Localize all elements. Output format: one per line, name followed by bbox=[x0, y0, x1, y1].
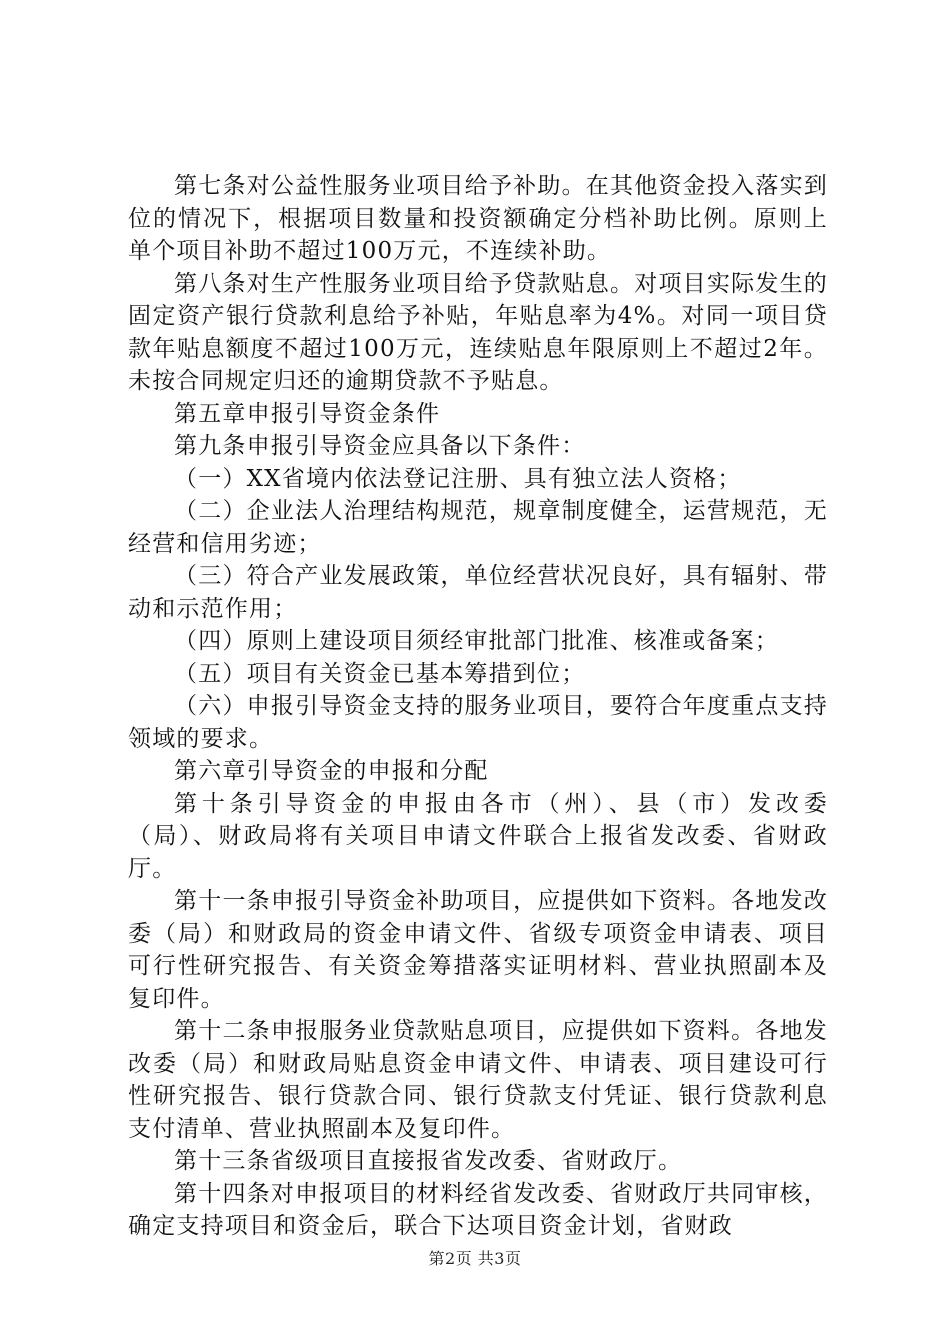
list-item-4: （四）原则上建设项目须经审批部门批准、核准或备案； bbox=[174, 628, 779, 654]
chapter-6-heading: 第六章引导资金的申报和分配 bbox=[174, 758, 489, 784]
list-item-5: （五）项目有关资金已基本筹措到位； bbox=[174, 660, 586, 687]
paragraph-article-14: 第十四条对申报项目的材料经省发改委、省财政厅共同审核，确定支持项目和资金后，联合下达项目资金计划，省财政 bbox=[128, 1180, 828, 1239]
list-item-2: （二）企业法人治理结构规范，规章制度健全，运营规范，无经营和信用劣迹； bbox=[128, 498, 828, 557]
paragraph-article-12: 第十二条申报服务业贷款贴息项目，应提供如下资料。各地发改委（局）和财政局贴息资金申请文件、申请表、项目建设可行性研究报告、银行贷款合同、银行贷款支付凭证、银行贷款利息支付清单、营业执照副本及复印件。 bbox=[128, 1018, 828, 1142]
paragraph-article-7: 第七条对公益性服务业项目给予补助。在其他资金投入落实到位的情况下，根据项目数量和投资额确定分档补助比例。原则上单个项目补助不超过100万元，不连续补助。 bbox=[128, 173, 828, 264]
list-item-3: （三）符合产业发展政策，单位经营状况良好，具有辐射、带动和示范作用； bbox=[128, 563, 828, 622]
paragraph-article-13: 第十三条省级项目直接报省发改委、省财政厅。 bbox=[174, 1148, 683, 1174]
paragraph-article-10: 第十条引导资金的申报由各市（州）、县（市）发改委（局）、财政局将有关项目申请文件联合上报省发改委、省财政厅。 bbox=[128, 790, 828, 882]
list-item-1: （一）XX省境内依法登记注册、具有独立法人资格； bbox=[174, 465, 742, 492]
document-body bbox=[128, 170, 828, 1243]
paragraph-article-8: 第八条对生产性服务业项目给予贷款贴息。对项目实际发生的固定资产银行贷款利息给予补贴，年贴息率为4%。对同一项目贷款年贴息额度不超过100万元，连续贴息年限原则上不超过2年。未按合同规定归还的逾期贷款不予贴息。 bbox=[128, 270, 828, 394]
paragraph-article-9: 第九条申报引导资金应具备以下条件： bbox=[174, 433, 586, 459]
chapter-5-heading: 第五章申报引导资金条件 bbox=[174, 400, 441, 427]
list-item-6: （六）申报引导资金支持的服务业项目，要符合年度重点支持领域的要求。 bbox=[128, 693, 828, 752]
paragraph-article-11: 第十一条申报引导资金补助项目，应提供如下资料。各地发改委（局）和财政局的资金申请文件、省级专项资金申请表、项目可行性研究报告、有关资金筹措落实证明材料、营业执照副本及复印件。 bbox=[128, 888, 828, 1012]
page-footer: 第2页 共3页 bbox=[428, 1249, 522, 1268]
